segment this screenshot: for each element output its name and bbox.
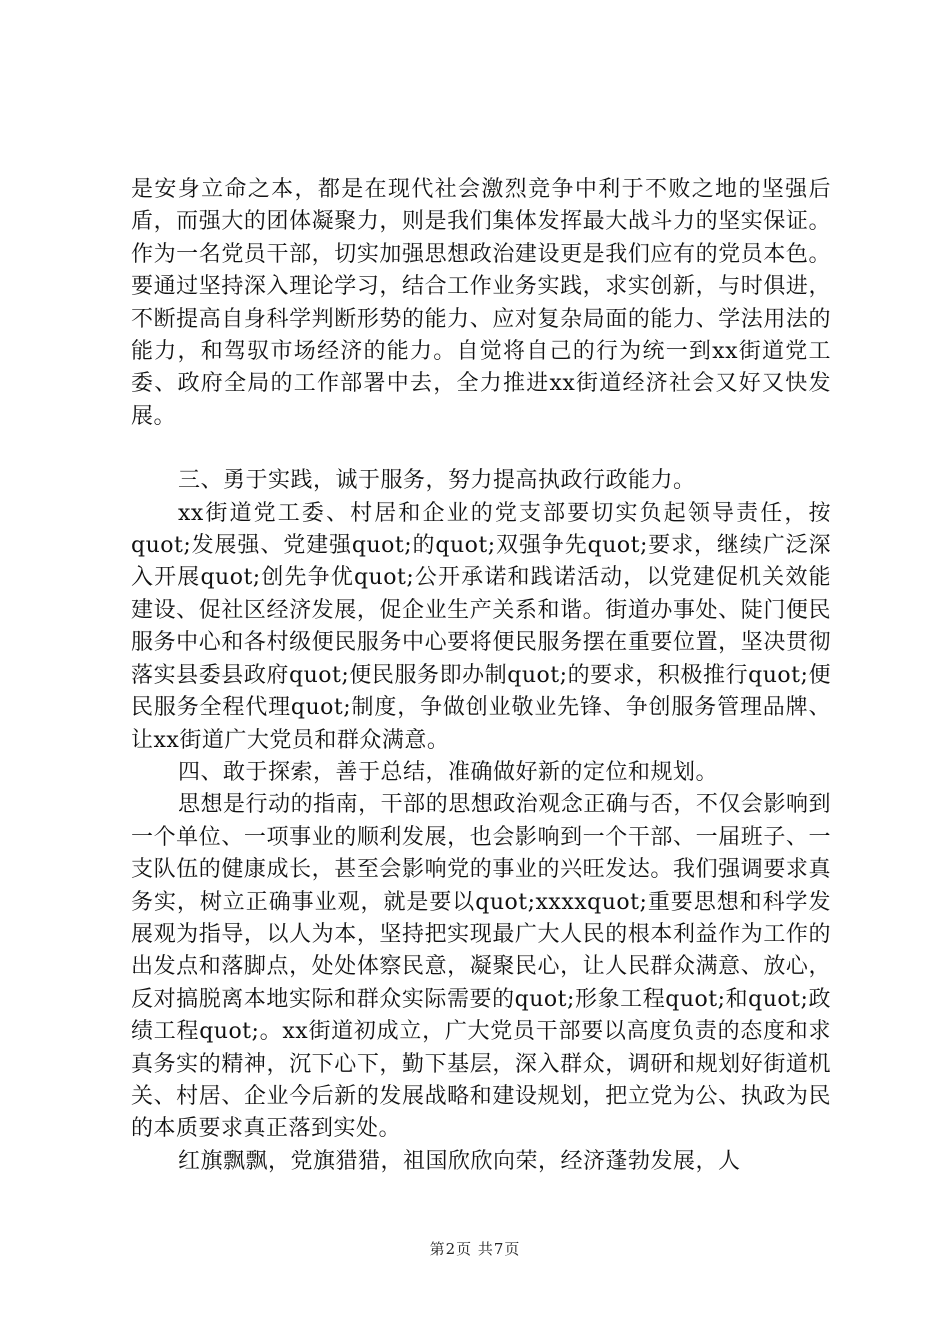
body-paragraph-continued: 是安身立命之本，都是在现代社会激烈竞争中利于不败之地的坚强后盾，而强大的团体凝聚力，则是我们集体发挥最大战斗力的坚实保证。作为一名党员干部，切实加强思想政治建设更是我们应有的党员本色。要通过坚持深入理论学习，结合工作业务实践，求实创新，与时俱进，不断提高自身科学判断形势的能力、应对复杂局面的能力、学法用法的能力，和驾驭市场经济的能力。自觉将自己的行为统一到xx街道党工委、政府全局的工作部署中去，全力推进xx街道经济社会又好又快发展。 bbox=[131, 177, 831, 429]
page-number-footer: 第2页 共7页 bbox=[429, 1240, 521, 1258]
body-paragraph-truncated: 红旗飘飘，党旗猎猎，祖国欣欣向荣，经济蓬勃发展，人 bbox=[178, 1148, 741, 1174]
body-paragraph: 思想是行动的指南，干部的思想政治观念正确与否，不仅会影响到一个单位、一项事业的顺利发展，也会影响到一个干部、一届班子、一支队伍的健康成长，甚至会影响党的事业的兴旺发达。我们强调要求真务实，树立正确事业观，就是要以quot;xxxxquot;重要思想和科学发展观为指导，以人为本，坚持把实现最广大人民的根本利益作为工作的出发点和落脚点，处处体察民意，凝聚民心，让人民群众满意、放心，反对搞脱离本地实际和群众实际需要的quot;形象工程quot;和quot;政绩工程quot;。xx街道初成立，广大党员干部要以高度负责的态度和求真务实的精神，沉下心下，勤下基层，深入群众，调研和规划好街道机关、村居、企业今后新的发展战略和建设规划，把立党为公、执政为民的本质要求真正落到实处。 bbox=[131, 792, 831, 1142]
document-body bbox=[131, 174, 831, 1178]
section-heading-3: 三、勇于实践，诚于服务，努力提高执政行政能力。 bbox=[178, 468, 696, 494]
section-heading-4: 四、敢于探索，善于总结，准确做好新的定位和规划。 bbox=[178, 759, 719, 785]
body-paragraph: xx街道党工委、村居和企业的党支部要切实负起领导责任，按quot;发展强、党建强quot;的quot;双强争先quot;要求，继续广泛深入开展quot;创先争优quot;公开承诺和践诺活动，以党建促机关效能建设、促社区经济发展，促企业生产关系和谐。街道办事处、陡门便民服务中心和各村级便民服务中心要将便民服务摆在重要位置，坚决贯彻落实县委县政府quot;便民服务即办制quot;的要求，积极推行quot;便民服务全程代理quot;制度，争做创业敬业先锋、争创服务管理品牌、让xx街道广大党员和群众满意。 bbox=[131, 500, 831, 753]
